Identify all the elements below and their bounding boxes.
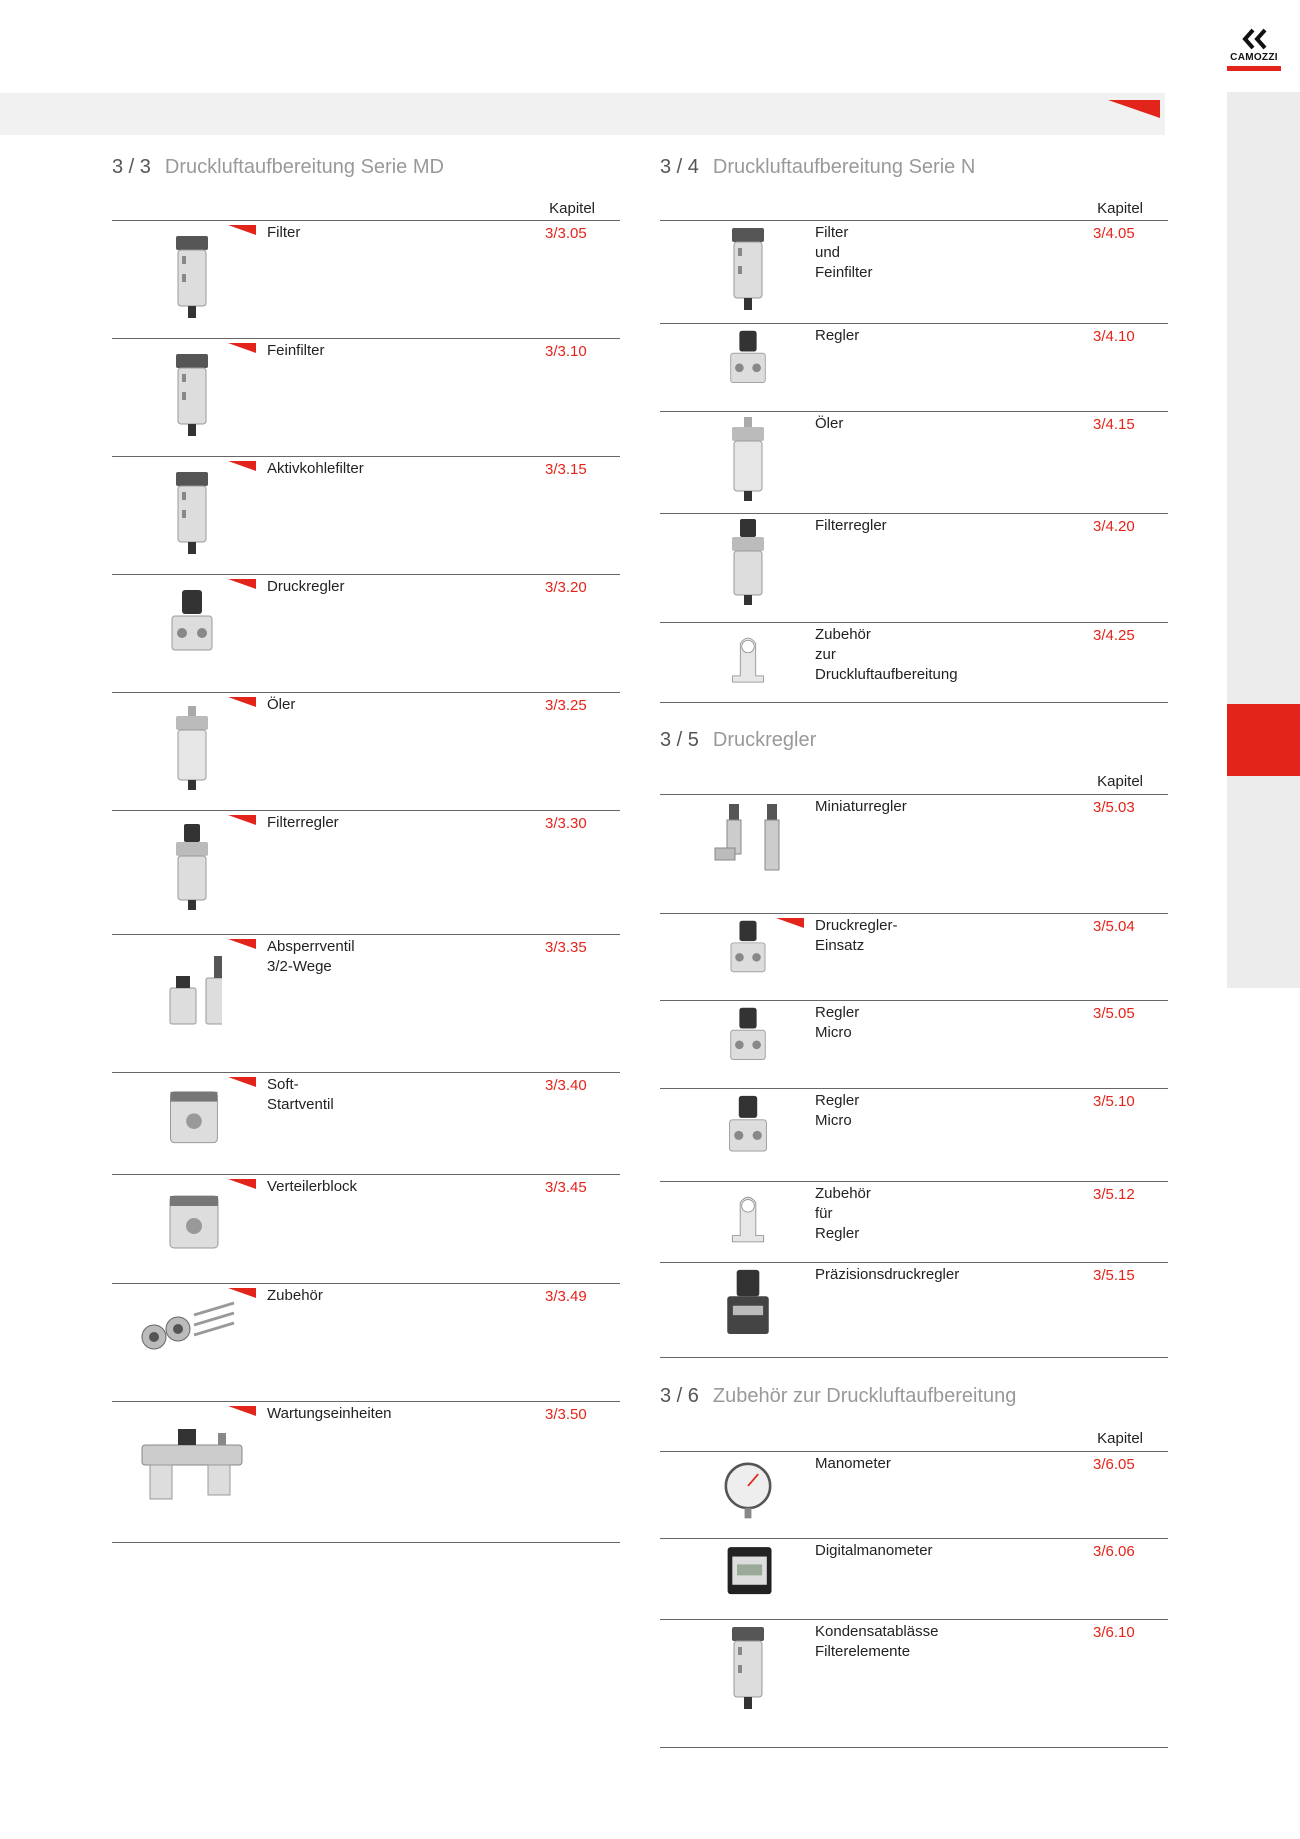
product-image	[162, 1186, 222, 1283]
section-title-3-3	[112, 156, 444, 179]
row-divider	[660, 1619, 1168, 1620]
item-label-line: Präzisionsdruckregler	[815, 1266, 960, 1283]
item-chapter-link[interactable]: 3/5.04	[1093, 918, 1135, 935]
filter-icon	[162, 350, 222, 442]
row-divider	[112, 934, 620, 935]
product-image	[162, 946, 222, 1043]
item-label[interactable]	[267, 1286, 323, 1306]
block-icon	[162, 1084, 222, 1170]
red-flag-icon	[228, 1179, 256, 1189]
product-image	[718, 1625, 778, 1718]
item-label-line: Regler Micro	[815, 1092, 860, 1129]
section-name: Zubehör zur Druckluftaufbereitung	[712, 1385, 1017, 1407]
product-image	[718, 1187, 778, 1261]
item-chapter-link[interactable]: 3/5.03	[1093, 799, 1135, 816]
item-label-line: Druckregler-Einsatz	[815, 917, 898, 954]
row-divider	[660, 1088, 1168, 1089]
item-label-line: Zubehör	[815, 1185, 871, 1202]
item-chapter-link[interactable]: 3/4.20	[1093, 518, 1135, 535]
kapitel-header: Kapitel	[549, 200, 595, 217]
item-label-line: Filterregler	[815, 517, 887, 534]
item-chapter-link[interactable]: 3/3.50	[545, 1406, 587, 1423]
block-icon	[162, 1186, 222, 1278]
row-divider	[660, 913, 1168, 914]
item-label-line: Absperrventil	[267, 938, 355, 955]
item-label-line: zur Druckluftaufbereitung	[815, 646, 958, 683]
item-label-line: Zubehör	[815, 626, 871, 643]
section-number: 3 / 4	[660, 156, 699, 178]
row-divider	[112, 1283, 620, 1284]
product-image	[162, 704, 222, 801]
item-label[interactable]	[815, 1622, 938, 1662]
row-divider	[112, 810, 620, 811]
item-chapter-link[interactable]: 3/5.05	[1093, 1005, 1135, 1022]
item-label[interactable]	[815, 1184, 871, 1244]
row-divider	[660, 1357, 1168, 1358]
red-flag-icon	[228, 461, 256, 471]
row-divider	[112, 338, 620, 339]
regulator-icon	[718, 329, 778, 405]
section-name: Druckregler	[712, 729, 817, 751]
regulator-icon	[718, 919, 778, 994]
item-chapter-link[interactable]: 3/4.05	[1093, 225, 1135, 242]
item-label[interactable]	[267, 341, 325, 361]
filter-icon	[718, 226, 778, 314]
row-divider	[660, 513, 1168, 514]
item-label-line: Filterelemente	[815, 1643, 911, 1660]
item-chapter-link[interactable]: 3/3.45	[545, 1179, 587, 1196]
product-image	[162, 586, 222, 683]
item-label-line: Zubehör	[267, 1287, 323, 1304]
item-label-line: Öler	[267, 696, 296, 713]
kapitel-header: Kapitel	[1097, 1430, 1143, 1447]
section-name: Druckluftaufbereitung Serie MD	[164, 156, 444, 178]
item-label[interactable]	[267, 1177, 357, 1197]
section-title	[660, 156, 975, 179]
red-flag-icon	[228, 343, 256, 353]
row-divider	[660, 411, 1168, 412]
item-label[interactable]	[267, 695, 295, 715]
banner-flag-icon	[1108, 100, 1160, 118]
row-divider	[660, 1181, 1168, 1182]
bracket-icon	[718, 1187, 778, 1256]
item-label-line: Digitalmanometer	[815, 1542, 933, 1559]
item-label-line: Filter	[267, 224, 301, 241]
product-image	[718, 1457, 778, 1537]
row-divider	[112, 220, 620, 221]
camozzi-logo	[1225, 28, 1283, 76]
item-label[interactable]	[267, 1404, 392, 1424]
filter-icon	[718, 1625, 778, 1713]
row-divider	[660, 1451, 1168, 1452]
item-label[interactable]	[815, 625, 958, 685]
item-chapter-link[interactable]: 3/5.12	[1093, 1186, 1135, 1203]
chapter-index-active[interactable]	[1227, 704, 1300, 776]
item-label[interactable]	[815, 1454, 891, 1474]
item-chapter-link[interactable]: 3/3.10	[545, 343, 587, 360]
item-label[interactable]	[815, 1541, 933, 1561]
item-label-line: Regler	[815, 327, 860, 344]
red-flag-icon	[228, 939, 256, 949]
item-label[interactable]	[267, 813, 339, 833]
item-chapter-link[interactable]: 3/3.40	[545, 1077, 587, 1094]
item-label[interactable]	[815, 223, 873, 283]
item-chapter-link[interactable]: 3/4.10	[1093, 328, 1135, 345]
row-divider	[660, 1262, 1168, 1263]
kapitel-header: Kapitel	[1097, 773, 1143, 790]
brand-name: CAMOZZI	[1230, 52, 1278, 63]
item-label-line: Manometer	[815, 1455, 891, 1472]
chapter-index-tab[interactable]	[1227, 92, 1300, 988]
item-label[interactable]	[815, 797, 907, 817]
row-divider	[660, 794, 1168, 795]
filter-regulator-icon	[718, 519, 778, 607]
product-image	[718, 519, 778, 612]
row-divider	[660, 220, 1168, 221]
row-divider	[660, 1000, 1168, 1001]
regulator-icon	[718, 1006, 778, 1082]
item-chapter-link[interactable]: 3/3.30	[545, 815, 587, 832]
red-flag-icon	[228, 697, 256, 707]
item-label-line: Soft-Startventil	[267, 1076, 334, 1113]
item-label-line: Aktivkohlefilter	[267, 460, 364, 477]
row-divider	[660, 323, 1168, 324]
product-image	[710, 800, 790, 893]
item-label-line: Wartungseinheiten	[267, 1405, 392, 1422]
accessory-icon	[138, 1295, 248, 1387]
item-label-line: 3/2-Wege	[267, 958, 332, 975]
regulator-icon	[718, 1094, 778, 1175]
product-image	[138, 1295, 248, 1392]
item-label[interactable]	[815, 326, 859, 346]
item-label-line: Feinfilter	[267, 342, 325, 359]
item-label-line: Öler	[815, 415, 844, 432]
product-image	[718, 329, 778, 410]
item-label[interactable]	[267, 1075, 334, 1115]
product-image	[718, 919, 778, 999]
item-label-line: Druckregler	[267, 578, 345, 595]
item-label[interactable]	[815, 1265, 959, 1285]
precision-regulator-icon	[718, 1268, 778, 1351]
kapitel-header: Kapitel	[1097, 200, 1143, 217]
item-label[interactable]	[267, 937, 355, 977]
row-divider	[112, 574, 620, 575]
section-title	[660, 1385, 1016, 1408]
item-label[interactable]	[815, 916, 898, 956]
filter-regulator-icon	[162, 822, 222, 914]
filter-icon	[162, 232, 222, 324]
product-image	[162, 232, 222, 329]
section-number: 3 / 6	[660, 1385, 699, 1407]
red-flag-icon	[228, 579, 256, 589]
item-label[interactable]	[815, 1003, 859, 1043]
regulator-icon	[162, 586, 222, 678]
red-flag-icon	[776, 918, 804, 928]
product-image	[718, 1268, 778, 1356]
filter-icon	[162, 468, 222, 560]
gauge-icon	[718, 1457, 778, 1532]
row-divider	[112, 1072, 620, 1073]
product-image	[162, 822, 222, 919]
item-label[interactable]	[267, 577, 345, 597]
item-label-line: Kondensatablässe	[815, 1623, 939, 1640]
row-divider	[660, 622, 1168, 623]
bracket-icon	[718, 628, 778, 696]
section-title	[660, 729, 816, 752]
row-divider	[660, 1747, 1168, 1748]
product-image	[718, 226, 778, 319]
service-unit-icon	[138, 1413, 248, 1505]
item-chapter-link[interactable]: 3/4.25	[1093, 627, 1135, 644]
section-name: Druckluftaufbereitung Serie N	[712, 156, 976, 178]
item-label-line: Verteilerblock	[267, 1178, 358, 1195]
item-chapter-link[interactable]: 3/3.15	[545, 461, 587, 478]
row-divider	[112, 456, 620, 457]
product-image	[718, 628, 778, 701]
item-chapter-link[interactable]: 3/6.05	[1093, 1456, 1135, 1473]
valve-icon	[162, 946, 222, 1038]
camozzi-mark-icon	[1241, 28, 1269, 50]
item-chapter-link[interactable]: 3/3.35	[545, 939, 587, 956]
red-flag-icon	[228, 225, 256, 235]
item-chapter-link[interactable]: 3/4.15	[1093, 416, 1135, 433]
item-label[interactable]	[815, 414, 843, 434]
item-label[interactable]	[815, 516, 887, 536]
row-divider	[660, 702, 1168, 703]
lubricator-icon	[162, 704, 222, 796]
item-chapter-link[interactable]: 3/6.06	[1093, 1543, 1135, 1560]
item-label-line: für Regler	[815, 1205, 860, 1242]
item-label-line: Regler Micro	[815, 1004, 860, 1041]
item-chapter-link[interactable]: 3/5.10	[1093, 1093, 1135, 1110]
item-chapter-link[interactable]: 3/3.49	[545, 1288, 587, 1305]
item-chapter-link[interactable]: 3/6.10	[1093, 1624, 1135, 1641]
item-chapter-link[interactable]: 3/3.20	[545, 579, 587, 596]
mini-regulator-icon	[710, 800, 790, 888]
digital-gauge-icon	[718, 1544, 778, 1613]
lubricator-icon	[718, 417, 778, 505]
item-label-line: Miniaturregler	[815, 798, 907, 815]
item-chapter-link[interactable]: 3/3.05	[545, 225, 587, 242]
product-image	[718, 1094, 778, 1180]
header-banner	[0, 93, 1165, 135]
row-divider	[660, 1538, 1168, 1539]
product-image	[162, 468, 222, 565]
product-image	[718, 1006, 778, 1087]
product-image	[718, 417, 778, 510]
brand-bar	[1227, 66, 1281, 71]
section-number: 3 / 3	[112, 156, 151, 178]
product-image	[162, 1084, 222, 1175]
item-label[interactable]	[815, 1091, 859, 1131]
row-divider	[112, 1542, 620, 1543]
item-label[interactable]	[267, 223, 300, 243]
item-chapter-link[interactable]: 3/3.25	[545, 697, 587, 714]
item-label-line: Filterregler	[267, 814, 339, 831]
row-divider	[112, 1401, 620, 1402]
row-divider	[112, 1174, 620, 1175]
red-flag-icon	[228, 1077, 256, 1087]
product-image	[162, 350, 222, 447]
item-label[interactable]	[267, 459, 364, 479]
row-divider	[112, 692, 620, 693]
red-flag-icon	[228, 815, 256, 825]
item-chapter-link[interactable]: 3/5.15	[1093, 1267, 1135, 1284]
section-number: 3 / 5	[660, 729, 699, 751]
product-image	[138, 1413, 248, 1510]
item-label-line: Filter und Feinfilter	[815, 224, 873, 281]
product-image	[718, 1544, 778, 1618]
